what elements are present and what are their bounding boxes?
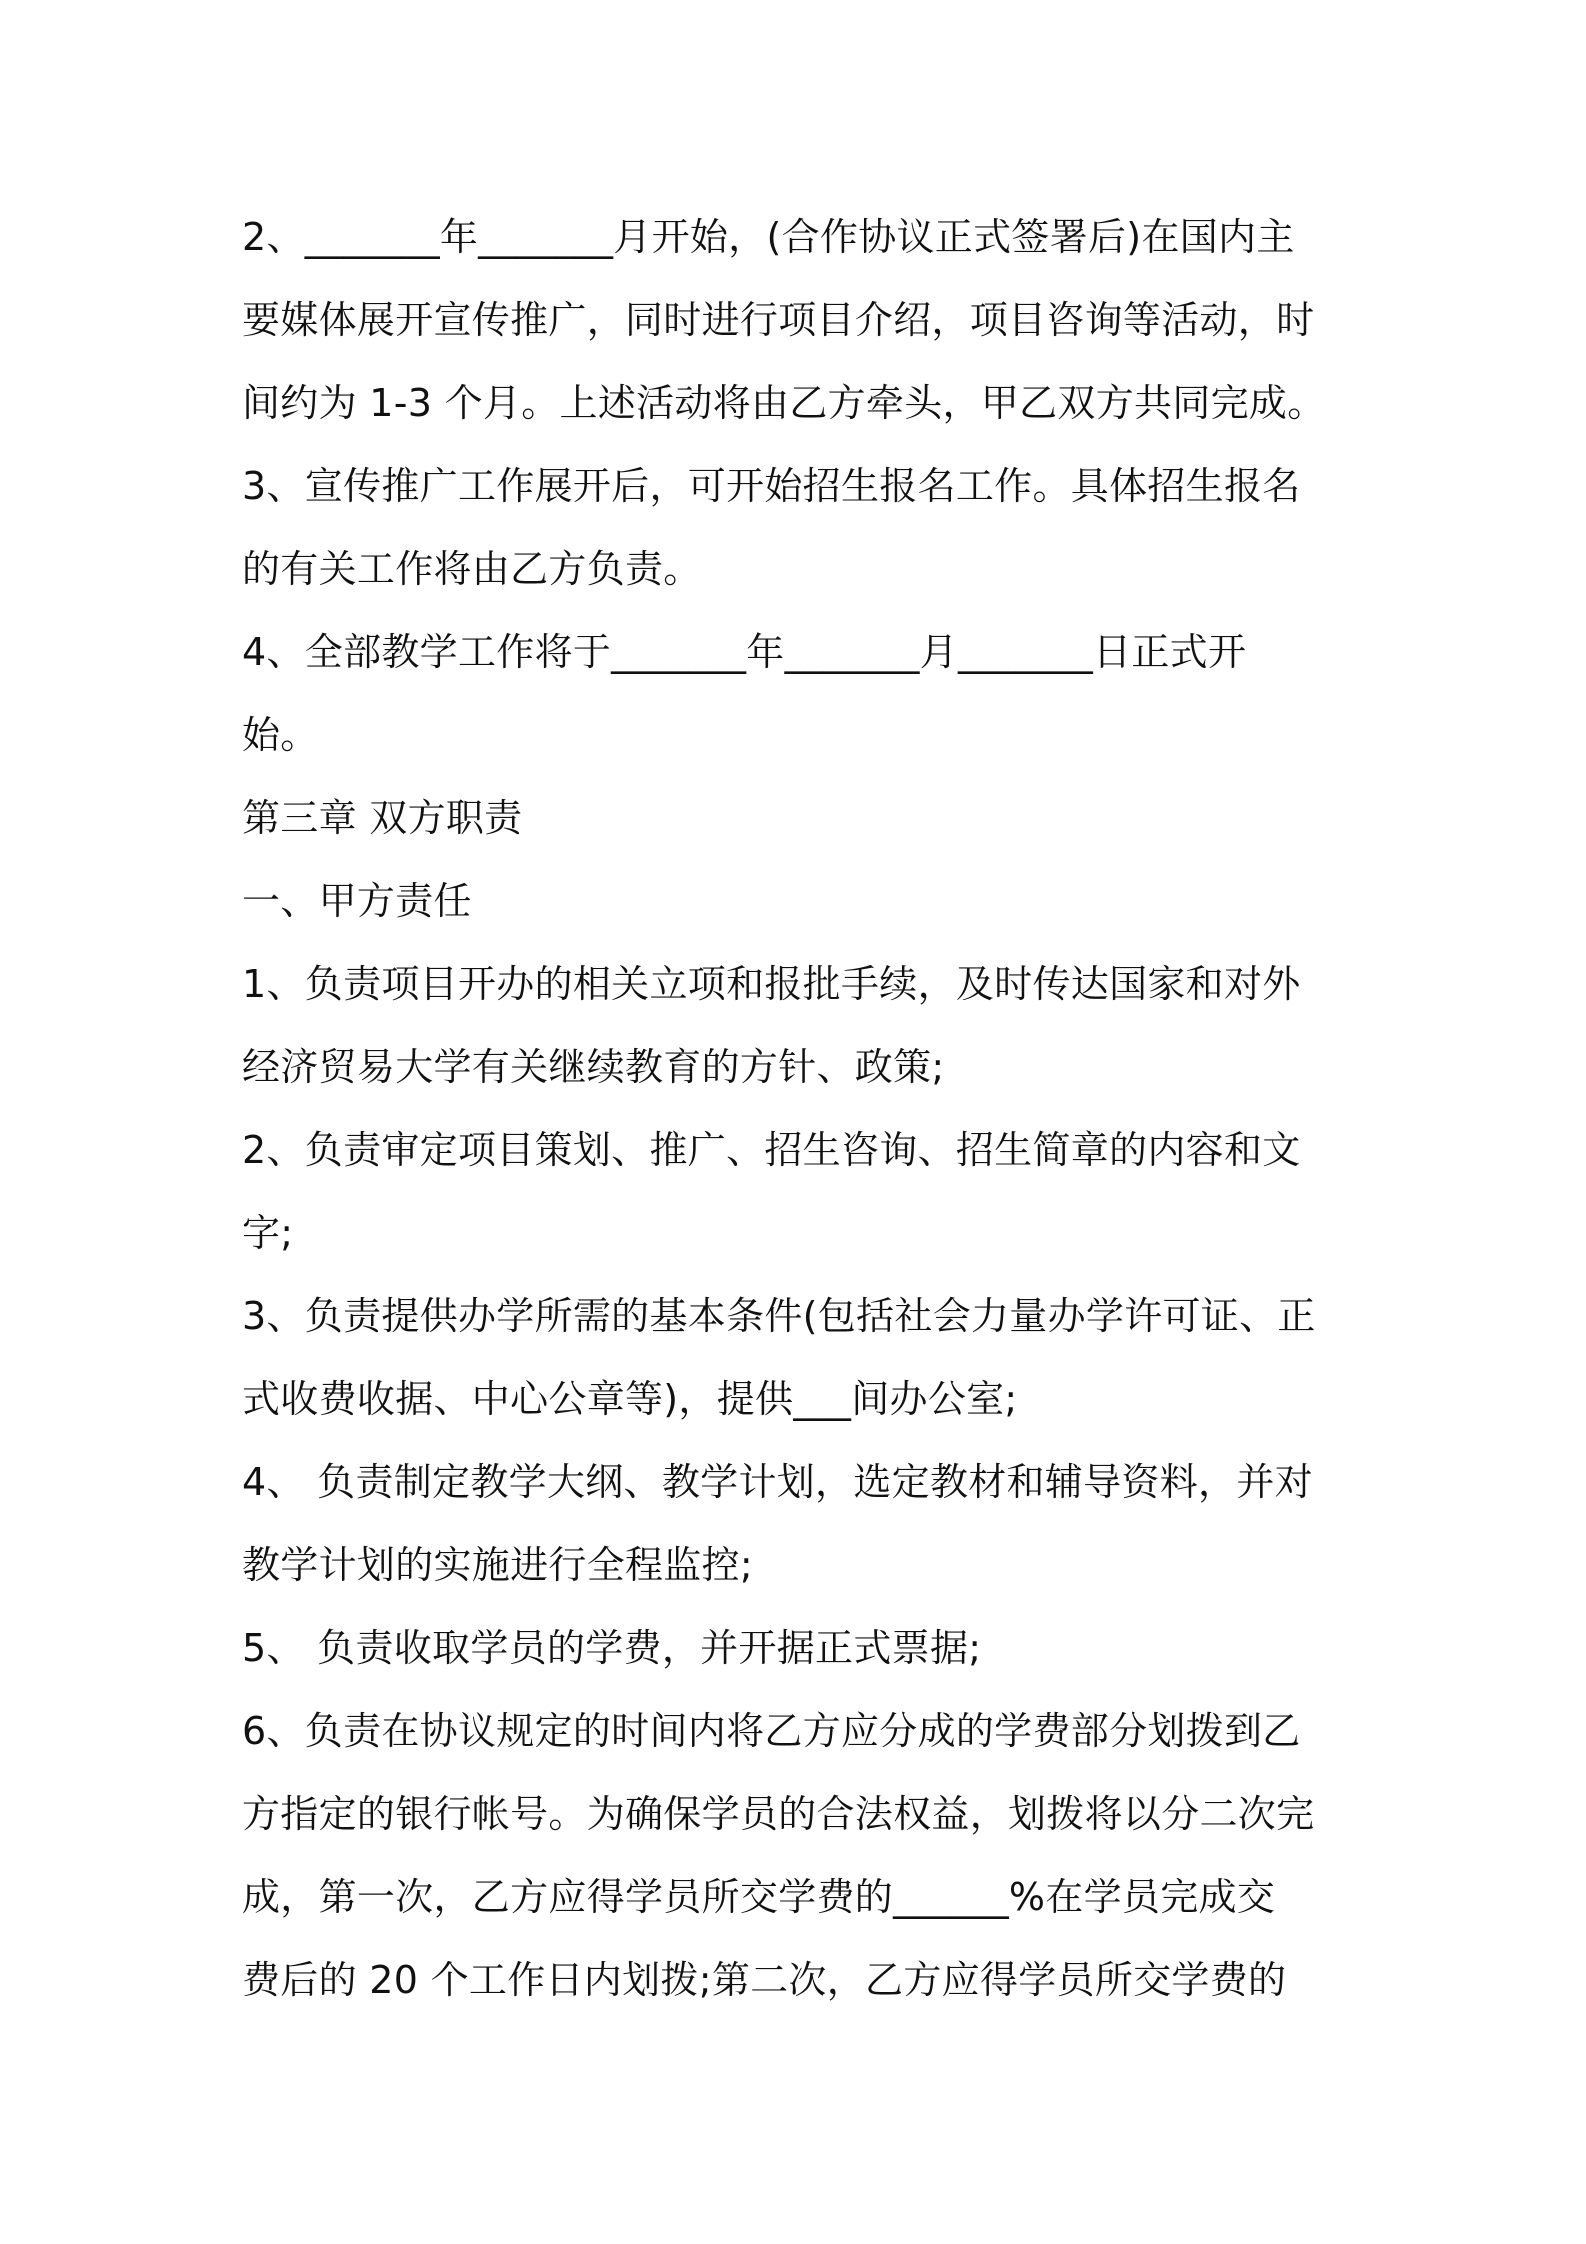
text-line: 教学计划的实施进行全程监控; xyxy=(242,1543,754,1587)
text-line: 4、 负责制定教学大纲、教学计划，选定教材和辅导资料，并对 xyxy=(242,1460,1313,1504)
text-line: 始。 xyxy=(242,713,319,757)
text-line: 2、负责审定项目策划、推广、招生咨询、招生简章的内容和文 xyxy=(242,1128,1301,1172)
text-line: 成，第一次，乙方应得学员所交学费的______%在学员完成交 xyxy=(242,1875,1276,1919)
section-heading: 一、甲方责任 xyxy=(242,879,472,923)
text-line: 费后的 20 个工作日内划拨;第二次，乙方应得学员所交学费的 xyxy=(242,1958,1287,2002)
text-line: 2、_______年_______月开始，(合作协议正式签署后)在国内主 xyxy=(242,215,1295,259)
text-line: 3、负责提供办学所需的基本条件(包括社会力量办学许可证、正 xyxy=(242,1294,1316,1338)
text-line: 3、宣传推广工作展开后，可开始招生报名工作。具体招生报名 xyxy=(242,464,1301,508)
document-body xyxy=(242,196,1352,2022)
text-line: 要媒体展开宣传推广，同时进行项目介绍，项目咨询等活动，时 xyxy=(242,298,1315,342)
text-line: 1、负责项目开办的相关立项和报批手续，及时传达国家和对外 xyxy=(242,962,1301,1006)
text-line: 式收费收据、中心公章等)，提供___间办公室; xyxy=(242,1377,1018,1421)
text-line: 经济贸易大学有关继续教育的方针、政策; xyxy=(242,1045,945,1089)
text-line: 字; xyxy=(242,1211,294,1255)
text-line: 5、 负责收取学员的学费，并开据正式票据; xyxy=(242,1626,982,1670)
text-line: 4、全部教学工作将于_______年_______月_______日正式开 xyxy=(242,630,1247,674)
text-line: 的有关工作将由乙方负责。 xyxy=(242,547,702,591)
chapter-heading: 第三章 双方职责 xyxy=(242,796,523,840)
text-line: 间约为 1-3 个月。上述活动将由乙方牵头，甲乙双方共同完成。 xyxy=(242,381,1326,425)
text-line: 方指定的银行帐号。为确保学员的合法权益，划拨将以分二次完 xyxy=(242,1792,1315,1836)
text-line: 6、负责在协议规定的时间内将乙方应分成的学费部分划拨到乙 xyxy=(242,1709,1301,1753)
